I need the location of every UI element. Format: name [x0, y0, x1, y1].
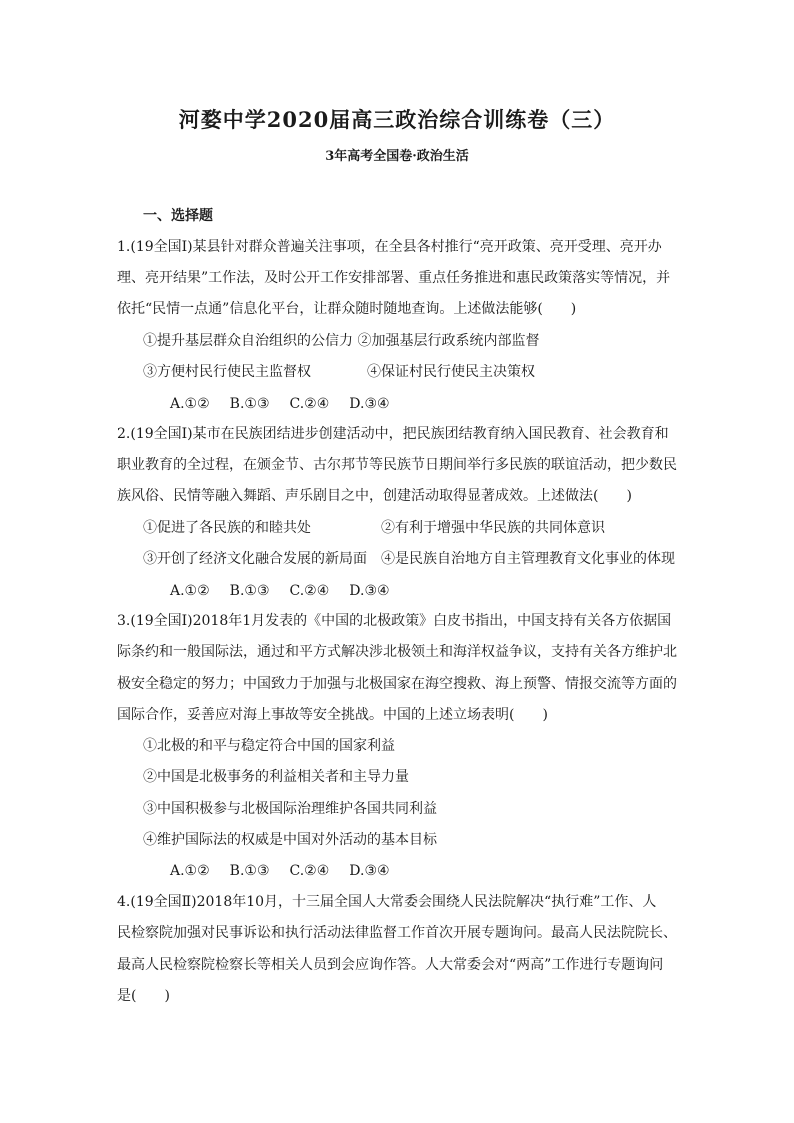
answer-b: B.①③: [229, 863, 270, 879]
answer-d: D.③④: [349, 863, 390, 879]
question-3-line-1: 3.(19全国Ⅰ)2018年1月发表的《中国的北极政策》白皮书指出，中国支持有关各方依据国: [117, 613, 672, 629]
question-3-option-1: ①北极的和平与稳定符合中国的国家利益: [143, 738, 395, 754]
answer-d: D.③④: [349, 583, 390, 599]
question-3-option-3: ③中国积极参与北极国际治理维护各国共同利益: [143, 801, 437, 817]
answer-d: D.③④: [349, 396, 390, 412]
question-1-option-row-2: ③方便村民行使民主监督权 ④保证村民行使民主决策权: [143, 364, 535, 380]
question-3-line-2: 际条约和一般国际法，通过和平方式解决涉北极领土和海洋权益争议，支持有关各方维护北: [117, 644, 677, 660]
section-heading: 一、选择题: [143, 208, 213, 224]
question-4-line-1: 4.(19全国Ⅱ)2018年10月，十三届全国人大常委会围绕人民法院解决“执行难”工作、人: [117, 894, 657, 910]
answer-a: A.①②: [170, 396, 210, 412]
page-subtitle: 3年高考全国卷·政治生活: [325, 149, 469, 164]
question-2-line-2: 职业教育的全过程，在颁金节、古尔邦节等民族节日期间举行多民族的联谊活动，把少数民: [117, 457, 677, 473]
question-2-line-3: 族风俗、民情等融入舞蹈、声乐剧目之中，创建活动取得显著成效。上述做法( ): [117, 488, 632, 504]
answer-b: B.①③: [229, 396, 270, 412]
question-1-line-2: 理、亮开结果”工作法，及时公开工作安排部署、重点任务推进和惠民政策落实等情况，并: [117, 270, 671, 286]
question-4-line-3: 最高人民检察院检察长等相关人员到会应询作答。人大常委会对“两高”工作进行专题询问: [117, 957, 664, 973]
question-1-line-1: 1.(19全国Ⅰ)某县针对群众普遍关注事项，在全县各村推行“亮开政策、亮开受理、亮开办: [117, 239, 662, 255]
question-4-line-2: 民检察院加强对民事诉讼和执行活动法律监督工作首次开展专题询问。最高人民法院院长、: [117, 925, 677, 941]
question-3-line-3: 极安全稳定的努力；中国致力于加强与北极国家在海空搜救、海上预警、情报交流等方面的: [117, 676, 677, 692]
question-4-line-4: 是( ): [117, 988, 170, 1004]
answer-c: C.②④: [289, 863, 330, 879]
page-title: 河婺中学2020届高三政治综合训练卷（三）: [178, 107, 616, 132]
answer-c: C.②④: [289, 583, 330, 599]
question-1-answers: [170, 395, 410, 413]
answer-c: C.②④: [289, 396, 330, 412]
question-3-line-4: 国际合作，妥善应对海上事故等安全挑战。中国的上述立场表明( ): [117, 707, 548, 723]
answer-a: A.①②: [170, 583, 210, 599]
question-3-option-2: ②中国是北极事务的利益相关者和主导力量: [143, 769, 409, 785]
answer-b: B.①③: [229, 583, 270, 599]
question-3-answers: [170, 862, 410, 880]
answer-a: A.①②: [170, 863, 210, 879]
question-3-option-4: ④维护国际法的权威是中国对外活动的基本目标: [143, 832, 437, 848]
question-2-line-1: 2.(19全国Ⅰ)某市在民族团结进步创建活动中，把民族团结教育纳入国民教育、社会教育和: [117, 426, 669, 442]
question-1-line-3: 依托“民情一点通”信息化平台，让群众随时随地查询。上述做法能够( ): [117, 301, 577, 317]
question-1-option-row-1: ①提升基层群众自治组织的公信力 ②加强基层行政系统内部监督: [143, 333, 540, 349]
question-2-option-row-2: ③开创了经济文化融合发展的新局面 ④是民族自治地方自主管理教育文化事业的体现: [143, 551, 675, 567]
question-2-option-row-1: ①促进了各民族的和睦共处 ②有利于增强中华民族的共同体意识: [143, 520, 605, 536]
question-2-answers: [170, 582, 410, 600]
